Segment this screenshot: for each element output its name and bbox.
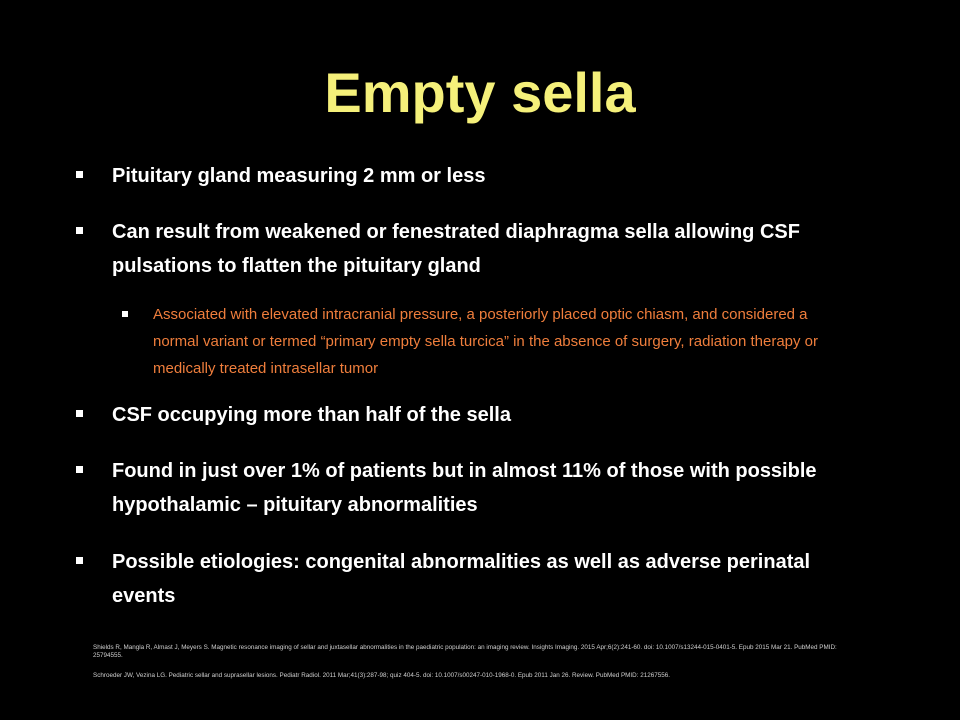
bullet-text: Can result from weakened or fenestrated diaphragma sella allowing CSF pulsations to flatten the pituitary gland [112,221,800,277]
bullet-text: Found in just over 1% of patients but in almost 11% of those with possible hypothalamic – pituitary abnormalities [112,460,817,516]
reference-citation: Schroeder JW, Vezina LG. Pediatric sellar and suprasellar lesions. Pediatr Radiol. 2011 Mar;41(3):287-98; quiz 404-5. doi: 10.1007/s00247-010-1968-0. Epub 2011 Jan 26. Review. PubMed PMID: 21267556. [93,672,670,679]
bullet-text: Pituitary gland measuring 2 mm or less [112,165,486,187]
sub-bullet-text: Associated with elevated intracranial pressure, a posteriorly placed optic chiasm, and considered a normal variant or termed “primary empty sella turcica” in the absence of surgery, radiation therapy or medically treated intrasellar tumor [153,306,819,377]
bullet-square-icon [76,466,83,473]
bullet-square-icon [76,557,83,564]
sub-bullet-item [122,301,852,382]
bullet-square-icon [76,410,83,417]
bullet-text: Possible etiologies: congenital abnormalities as well as adverse perinatal events [112,551,811,607]
bullet-item [76,215,876,283]
sub-bullet-square-icon [122,311,128,317]
bullet-item [76,454,876,522]
bullet-text: CSF occupying more than half of the sella [112,404,511,426]
slide-title: Empty sella [324,61,636,124]
bullet-square-icon [76,171,83,178]
bullet-item [76,159,876,193]
bullet-square-icon [76,227,83,234]
reference-citation: Shields R, Mangla R, Almast J, Meyers S. Magnetic resonance imaging of sellar and juxtasellar abnormalities in the paediatric population: an imaging review. Insights Imaging. 2015 Apr;6(2):241-60. doi: 10.1007/s13244-015-0401-5. Epub 2015 Mar 21. PubMed PMID: 25794555. [93,644,837,659]
bullet-item [76,398,876,432]
bullet-item [76,545,876,613]
